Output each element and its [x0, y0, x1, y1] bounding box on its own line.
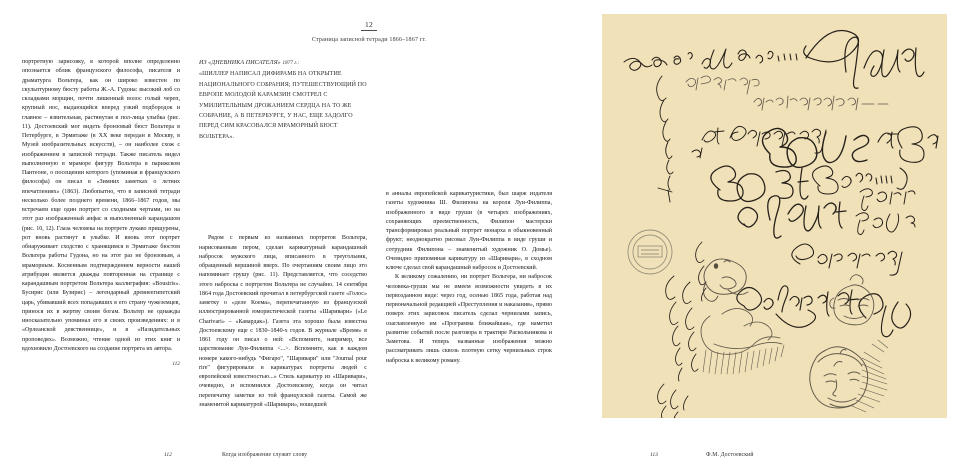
column-three-text	[386, 190, 552, 366]
column-two-text	[199, 234, 367, 410]
right-page	[578, 0, 970, 464]
epigraph-source	[199, 58, 367, 68]
paragraph: в анналы европейской карикатуристики, был шарж издателя газеты художника Ш. Филипона на короля Луи-Филиппа, изображенного в виде груши (в четырех изображениях, сохраняющих преемственность, Филипон мастерски трансформировал реальный портрет монарха в обыкновенный фрукт; неоднократно рисовал Луи-Филиппа в виде груши и сотрудник Филипона – знаменитый художник О. Домье). Очевидно припоминая карикатуру из «Шаривари», в сходном ключе сделал свой карандашный набросок и Достоевский.	[386, 191, 552, 271]
running-head	[182, 14, 556, 44]
paper-background	[602, 14, 947, 418]
paragraph: Рядом с первым из названных портретов Вольтера, нарисованным пером, сделан карикатурный карандашный набросок мужского лица, вписанного в треугольник, обращенный вершиной вверх. По очертаниям своим лицо это напоминает грушу (рис. 11). Представляется, что соседство этого наброска с портретом Вольтера не случайно. 14 сентября 1864 года Достоевский прочитал в петербургской газете «Голос» заметку о «деле Коема», перепечатанную из французской иллюстрированной юмористической газеты «Шаривари» («Le Charivari» – «Кавардак»). Газета эта хорошо была известна Достоевскому еще с 1830–1840-х годов. В журнале «Время» в 1861 году он писал о ней: «Вспомните, например, все царствование Луи-Филиппа <...>. Вспомните, как в каждом номере какого-нибудь "Фигаро", "Шаривари" или "Journal pour rire" фигурировали в карикатурах портреты людей с европейской известностью...» Стиль карикатур из «Шаривари», очевидно, и вспомнился Достоевскому, когда он читал перепечатку заметки из той французской газеты. Самой же знаменитой карикатурой «Шаривари», вошедшей	[199, 235, 367, 408]
column-two-body	[199, 234, 367, 410]
column-two	[199, 58, 367, 410]
paragraph: К великому сожалению, ни портрет Вольтера, ни набросок человека-груши мы не имеем возможности увидеть в их первозданном виде: через год, осенью 1865 года, работая над первоначальной редакцией «Преступления и наказания», прямо поверх этих зарисовок писатель сделал чернилами запись, озаглавленную им «Программа ближайшая», где наметил развитие событий после разговора в трактире Раскольникова и Заметова. И теперь названные изображения можно рассматривать лишь сквозь плотную сетку чернильных строк наброска к великому роману.	[386, 274, 552, 364]
book-title: Когда изображение служит слову	[222, 452, 308, 458]
column-one	[22, 58, 180, 367]
running-head-caption: Страница записной тетради 1866–1867 гг.	[311, 37, 427, 43]
epigraph-block	[199, 58, 367, 142]
epigraph-source-year: 1877 г.:	[282, 60, 300, 66]
text-columns	[22, 58, 556, 418]
author-name: Ф.М. Достоевский	[706, 452, 754, 458]
left-folio: 112	[164, 452, 172, 458]
manuscript-facsimile-svg	[602, 14, 947, 418]
column-one-text: портретную зарисовку, в которой вполне определенно опознается облик французского философа, писателя и драматурга Вольтера, как он широко известен по скульптурному бюсту работы Ж.-А. Гудона: высокий лоб со складками морщин, почти лишенный волос голый череп, крупный нос, выдающийся вперед узкий подбородок и главное – язвительная, растянутая в пол-лица улыбка (рис. 11). Достоевский мог видеть бронзовый бюст Вольтера в Петербурге, в Эрмитаже (в XX веке передан в Москву, в Музей изобразительных искусств), – он наиболее схож с изображением в записной тетради. Также писатель видел выполненную в мраморе фигуру Вольтера в парижском Пантеоне, о посещении которого (упоминая и французского философа) он писал в «Зимних заметках о летних впечатлениях» (1863). Любопытно, что в записной тетради несколько более позднего времени, 1866–1867 годов, мы встречаем еще один портрет со сходными чертами, но на этот раз изображенный анфас и выполненный карандашом (рис. 10, 12). Глаза человека на портрете лукаво прищурены, рот вновь растянут в улыбке. И вновь этот портрет обнаруживает сходство с хранящимся в Эрмитаже бюстом Вольтера работы Гудона, но на этот раз не бронзовым, а мраморным. Косвенным подтверждением верности нашей атрибуции является дважды повторенная на странице с карандашным портретом Вольтера каллиграфия: «Bousiris». Бусирис (или Бузирис) – легендарный древнеегипетский царь, убивавший всех попадавших в его страну чужеземцев, принося их в жертву своим богам. Вольтер не однажды иносказательно упоминал его в своих произведениях: и в «Орлеанской девственнице», и в «Назидательных проповедях». Возможно, чтение одной из этих книг и вдохновило Достоевского на создание портрета их автора.	[22, 59, 180, 352]
running-head-folio: 12	[361, 20, 377, 31]
manuscript-plate	[602, 14, 947, 418]
column-one-tail-folio: 112	[172, 361, 180, 367]
column-three	[386, 190, 552, 366]
right-folio: 113	[650, 452, 658, 458]
epigraph-text: «ШИЛЛЕР НАПИСАЛ ДИФИРАМБ НА ОТКРЫТИЕ НАЦИОНАЛЬНОГО СОБРАНИЯ; ПУТЕШЕСТВУЮЩИЙ ПО ЕВРОПЕ МОЛОДОЙ КАРАМЗИН СМОТРЕЛ С УМИЛИТЕЛЬНЫМ ДРОЖАНИЕМ СЕРДЦА НА ТО ЖЕ СОБРАНИЕ, А В ПЕТЕРБУРГЕ, У НАС, ЕЩЕ ЗАДОЛГО ПЕРЕД СИМ КРАСОВАЛСЯ МРАМОРНЫЙ БЮСТ ВОЛЬТЕРА».	[199, 71, 367, 140]
epigraph-source-title: ИЗ «ДНЕВНИКА ПИСАТЕЛЯ»	[199, 60, 281, 66]
